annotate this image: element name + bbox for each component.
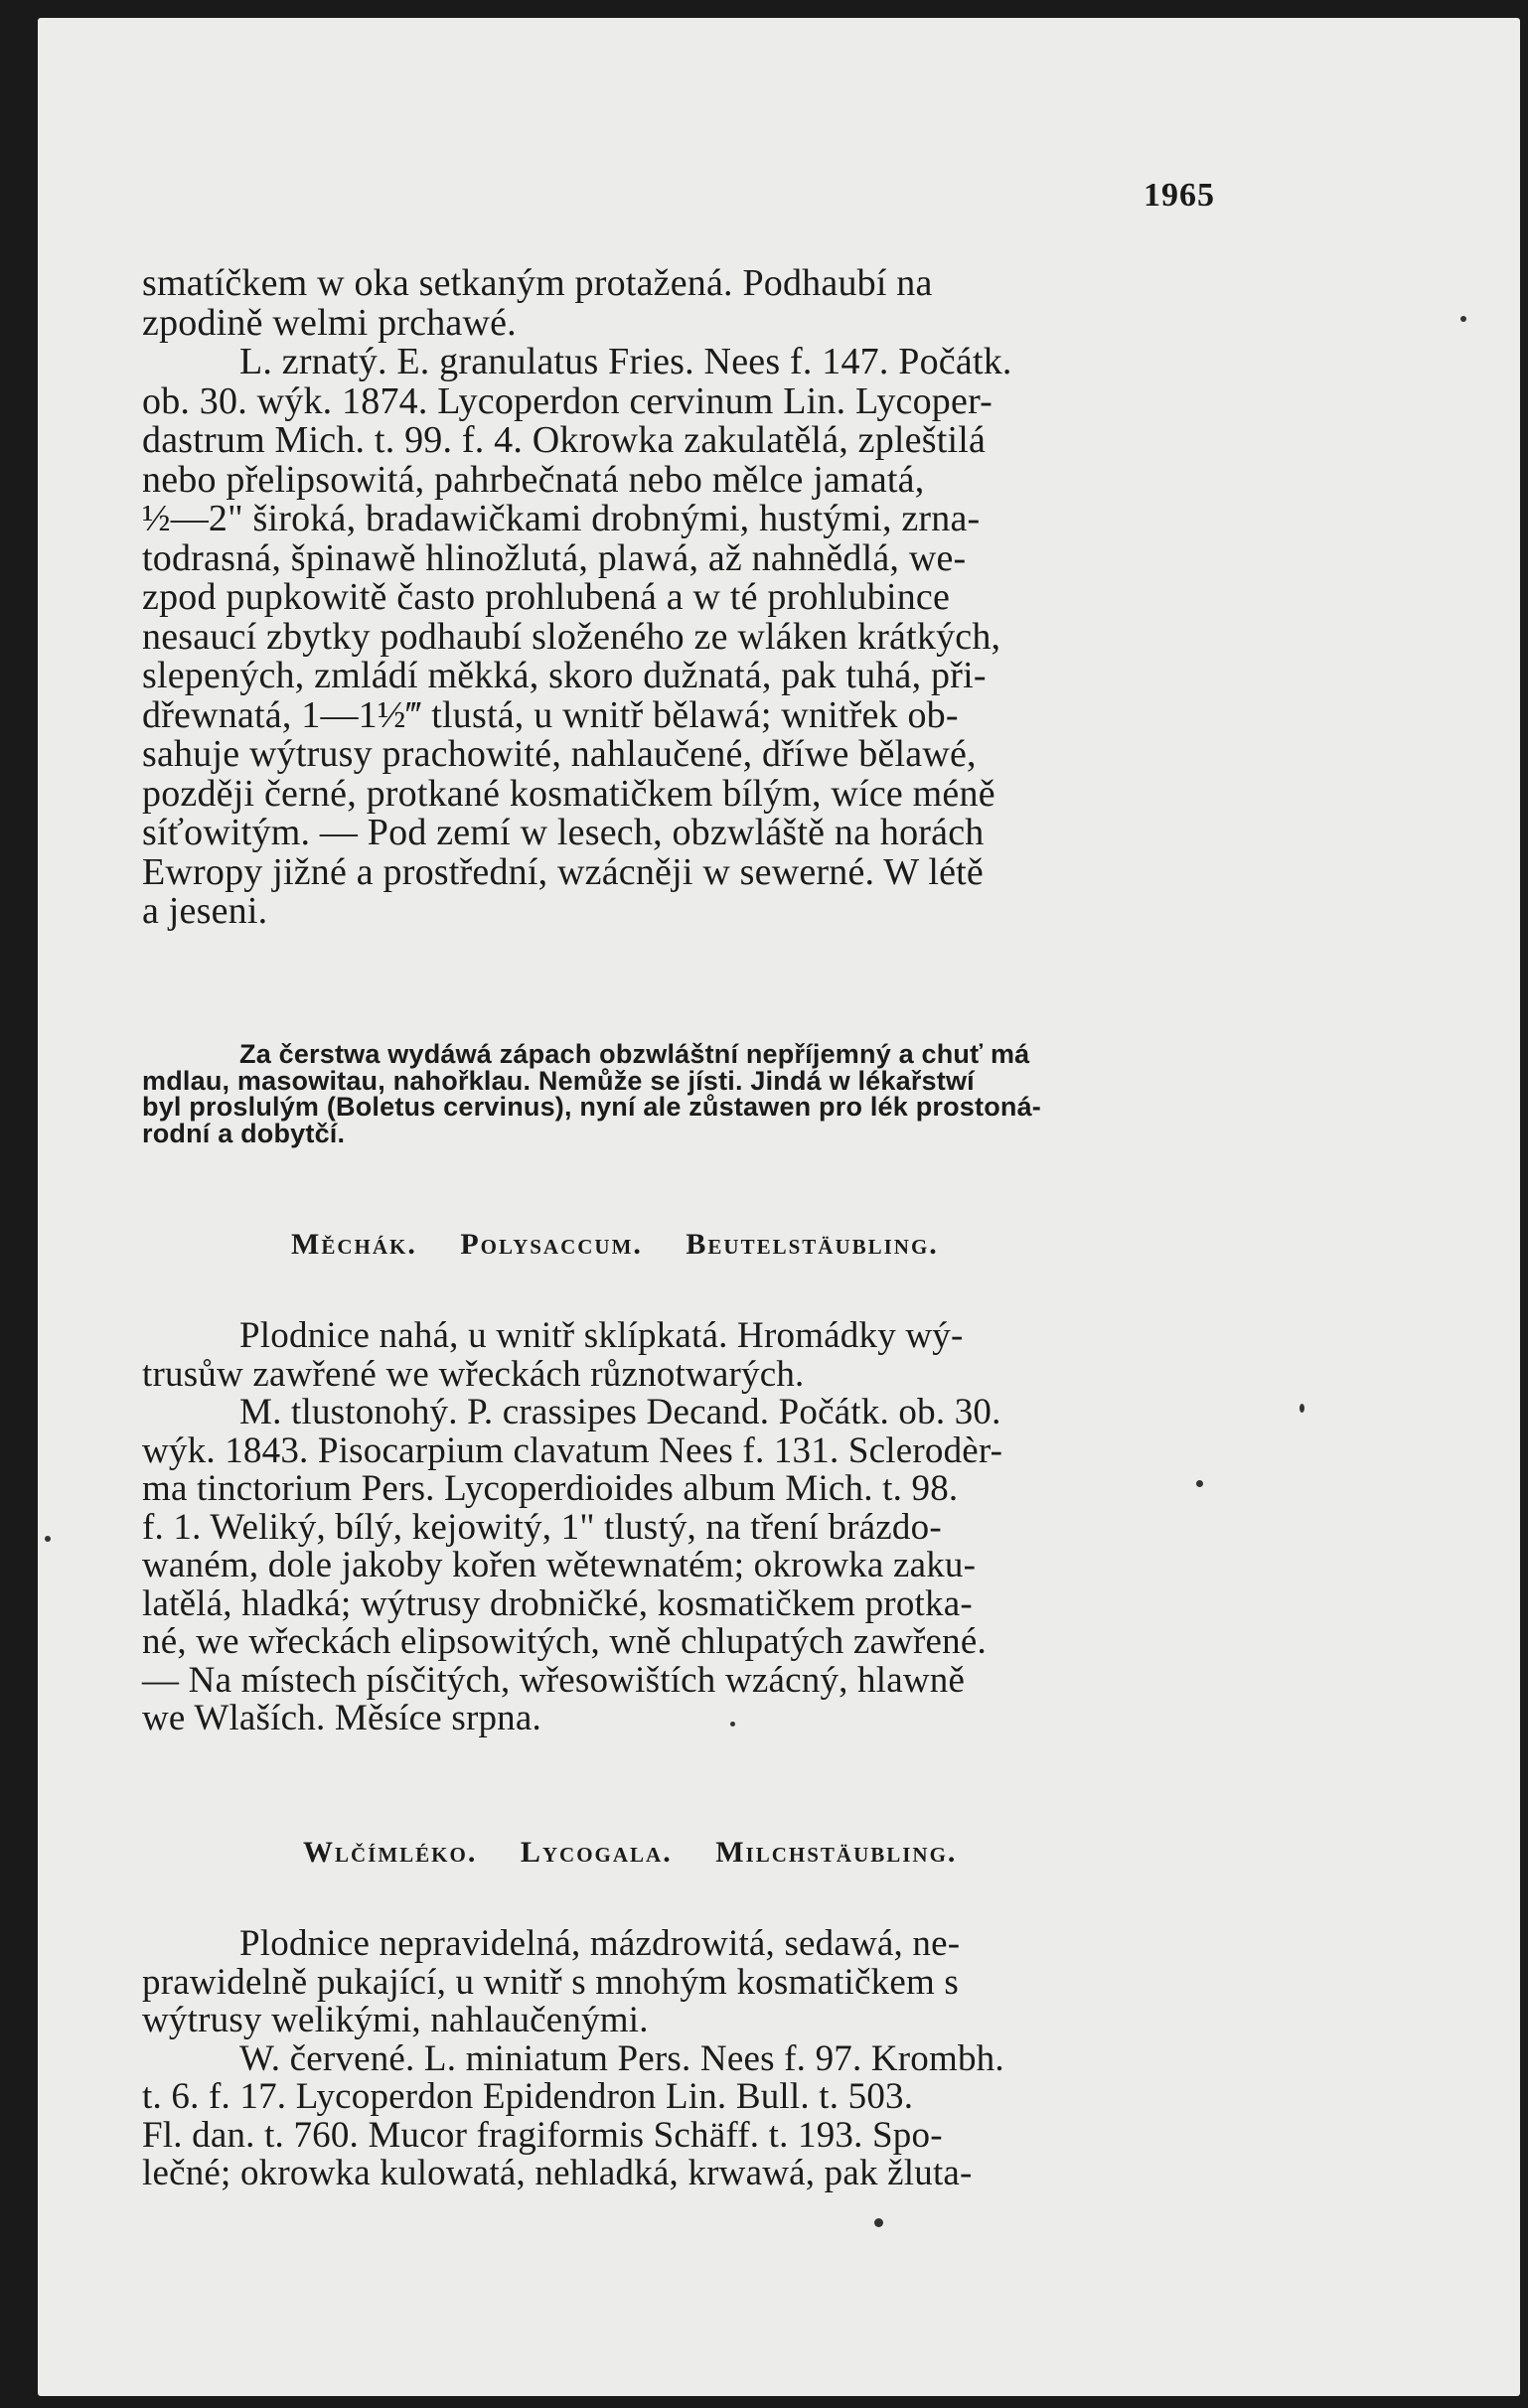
section-lycoperdon-text <box>142 264 1215 932</box>
text-line: prawidelně pukající, u wnitř s mnohým kosmatičkem s <box>142 1961 959 2003</box>
text-line: dastrum Mich. t. 99. f. 4. Okrowka zakulatělá, zpleštilá <box>142 419 987 461</box>
text-line: později černé, protkané kosmatičkem bílým, wíce méně <box>142 772 995 815</box>
text-line: síťowitým. — Pod zemí w lesech, obzwláště na horách <box>142 812 985 853</box>
text-line: todrasná, špinawě hlinožlutá, plawá, až nahnědlá, we- <box>142 536 967 579</box>
text-line: dřewnatá, 1—1½‴ tlustá, u wnitř bělawá; wnitřek ob- <box>142 693 959 736</box>
genus-heading-lycogala <box>303 1836 991 1870</box>
note-line: rodní a dobytčí. <box>142 1118 346 1148</box>
paper-speck <box>1196 1480 1203 1487</box>
text-line: f. 1. Weliký, bílý, kejowitý, 1" tlustý, na tření brázdo- <box>142 1506 942 1548</box>
text-line: M. tlustonohý. P. crassipes Decand. Počátk. ob. 30. <box>239 1392 1001 1432</box>
paper-speck <box>45 1536 51 1542</box>
text-line: — Na místech písčitých, wřesowištích wzácný, hlawně <box>142 1659 966 1701</box>
text-line: ½—2" široká, bradawičkami drobnými, hustými, zrna- <box>142 498 981 539</box>
text-line: nesaucí zbytky podhaubí složeného ze wláken krátkých, <box>142 615 1001 658</box>
text-line: Plodnice nepravidelná, mázdrowitá, sedawá, ne- <box>239 1923 961 1964</box>
text-line: ob. 30. wýk. 1874. Lycoperdon cervinum Lin. Lycoper- <box>142 379 993 422</box>
note-line: mdlau, masowitau, nahořklau. Nemůže se jísti. Jindá w lékařstwí <box>142 1065 975 1096</box>
text-line: trusůw zawřené we wřeckách různotwarých. <box>142 1353 805 1395</box>
paper-speck <box>1299 1404 1304 1413</box>
small-print-note <box>142 1041 1215 1146</box>
text-line: né, we wřeckách elipsowitých, wně chlupatých zawřené. <box>142 1621 987 1662</box>
text-line: L. zrnatý. E. granulatus Fries. Nees f. 147. Počátk. <box>239 341 1012 382</box>
text-line: zpod pupkowitě často prohlubená a w té prohlubince <box>142 576 951 618</box>
text-line: smatíčkem w oka setkaným protažená. Podhaubí na <box>142 262 933 304</box>
text-line: lečné; okrowka kulowatá, nehladká, krwawá, pak žluta- <box>142 2153 973 2193</box>
note-line: byl proslulým (Boletus cervinus), nyní ale zůstawen pro lék prostoná- <box>142 1092 1041 1122</box>
paper-speck <box>874 2218 883 2227</box>
text-line: latělá, hladká; wýtrusy drobničké, kosmatičkem protka- <box>142 1582 973 1624</box>
text-line: Ewropy jižné a prostřední, wzácněji w sewerné. W létě <box>142 850 984 893</box>
text-line: a jeseni. <box>142 890 268 932</box>
text-line: Fl. dan. t. 760. Mucor fragiformis Schäff. t. 193. Spo- <box>142 2114 943 2156</box>
text-line: sahuje wýtrusy prachowité, nahlaučené, dříwe bělawé, <box>142 733 977 775</box>
book-page <box>38 18 1520 2396</box>
paper-speck <box>730 1722 735 1727</box>
text-line: Plodnice nahá, u wnitř sklípkatá. Hromádky wý- <box>239 1315 964 1356</box>
section-lycogala-text <box>142 1925 1215 2193</box>
heading-latin: Polysaccum. <box>460 1228 643 1261</box>
text-line: zpodině welmi prchawé. <box>142 301 517 344</box>
genus-heading-polysaccum <box>291 1228 973 1262</box>
page-number: 1965 <box>1144 177 1215 214</box>
heading-latin: Lycogala. <box>520 1836 673 1869</box>
text-line: W. červené. L. miniatum Pers. Nees f. 97. Krombh. <box>239 2037 1004 2079</box>
heading-czech: Měchák. <box>291 1228 417 1261</box>
heading-czech: Wlčímléko. <box>303 1836 478 1869</box>
text-line: we Wlaších. Měsíce srpna. <box>142 1698 541 1738</box>
note-line: Za čerstwa wydáwá zápach obzwláštní nepříjemný a chuť má <box>239 1039 1030 1069</box>
text-line: t. 6. f. 17. Lycoperdon Epidendron Lin. Bull. t. 503. <box>142 2076 914 2117</box>
text-line: slepených, zmládí měkká, skoro dužnatá, pak tuhá, při- <box>142 655 987 696</box>
text-line: wýk. 1843. Pisocarpium clavatum Nees f. 131. Sclerodèr- <box>142 1430 1003 1471</box>
paper-speck <box>1460 316 1466 322</box>
heading-german: Beutelstäubling. <box>686 1228 939 1261</box>
text-line: ma tinctorium Pers. Lycoperdioides album Mich. t. 98. <box>142 1468 959 1509</box>
section-polysaccum-text <box>142 1317 1215 1738</box>
text-line: nebo přelipsowitá, pahrbečnatá nebo mělce jamatá, <box>142 458 925 501</box>
heading-german: Milchstäubling. <box>715 1836 958 1869</box>
text-line: wýtrusy welikými, nahlaučenými. <box>142 2000 649 2040</box>
text-line: waném, dole jakoby kořen wětewnatém; okrowka zaku- <box>142 1545 977 1585</box>
